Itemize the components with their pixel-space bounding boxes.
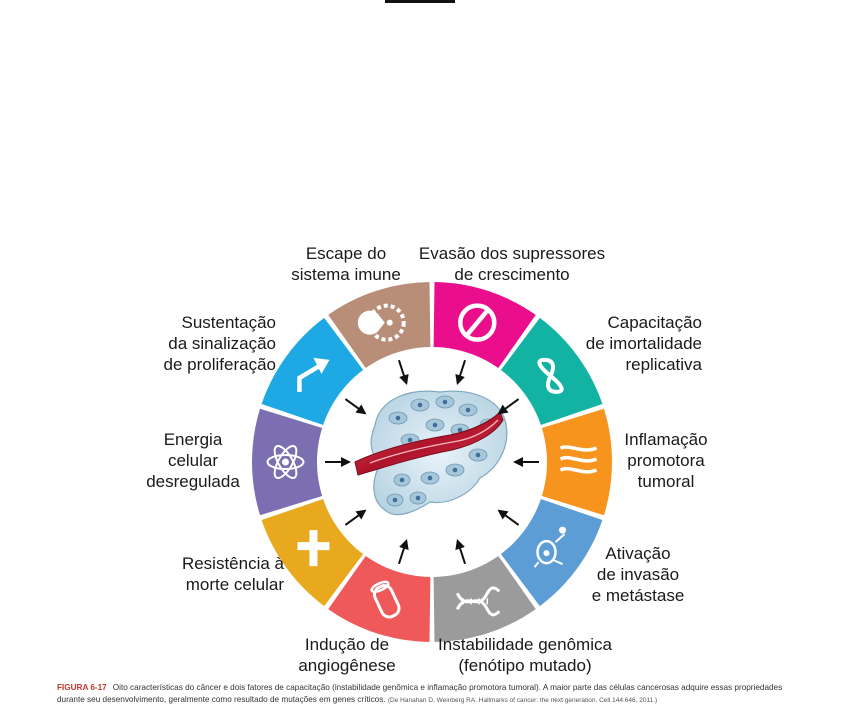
caption-text-continued: durante seu desenvolvimento, geralmente como resultado de mutações em genes críticos. <box>57 695 386 704</box>
label-angiogenesis: Indução de angiogênese <box>298 635 396 675</box>
label-resisting-cell-death: Resistência à morte celular <box>181 554 284 594</box>
figure-number: FIGURA 6-17 <box>57 683 107 692</box>
label-invasion-metastasis: Ativação de invasão e metástase <box>591 544 685 605</box>
label-genomic-instability: Instabilidade genômica (fenótipo mutado) <box>438 635 612 675</box>
label-replicative-immortality: Capacitação de imortalidade replicativa <box>585 313 702 374</box>
label-proliferative-signaling: Sustentação da sinalização de proliferação <box>163 313 276 374</box>
figure-caption <box>57 682 817 707</box>
segment-inflammation <box>540 409 612 515</box>
label-deregulated-energetics: Energia celular desregulada <box>146 430 240 491</box>
label-immune-escape: Escape do sistema imune <box>291 244 401 284</box>
caption-text: Oito características do câncer e dois fatores de capacitação (instabilidade genômica e inflamação promotora tumoral). A maior parte das células cancerosas adquire essas propriedades <box>112 683 783 692</box>
caption-source: (De Hanahan D, Weinberg RA: Hallmarks of cancer: the next generation. Cell 144:646, 2011.) <box>387 697 658 704</box>
label-growth-suppressors: Evasão dos supressores de crescimento <box>418 244 606 284</box>
label-tumor-inflammation: Inflamação promotora tumoral <box>624 430 708 491</box>
